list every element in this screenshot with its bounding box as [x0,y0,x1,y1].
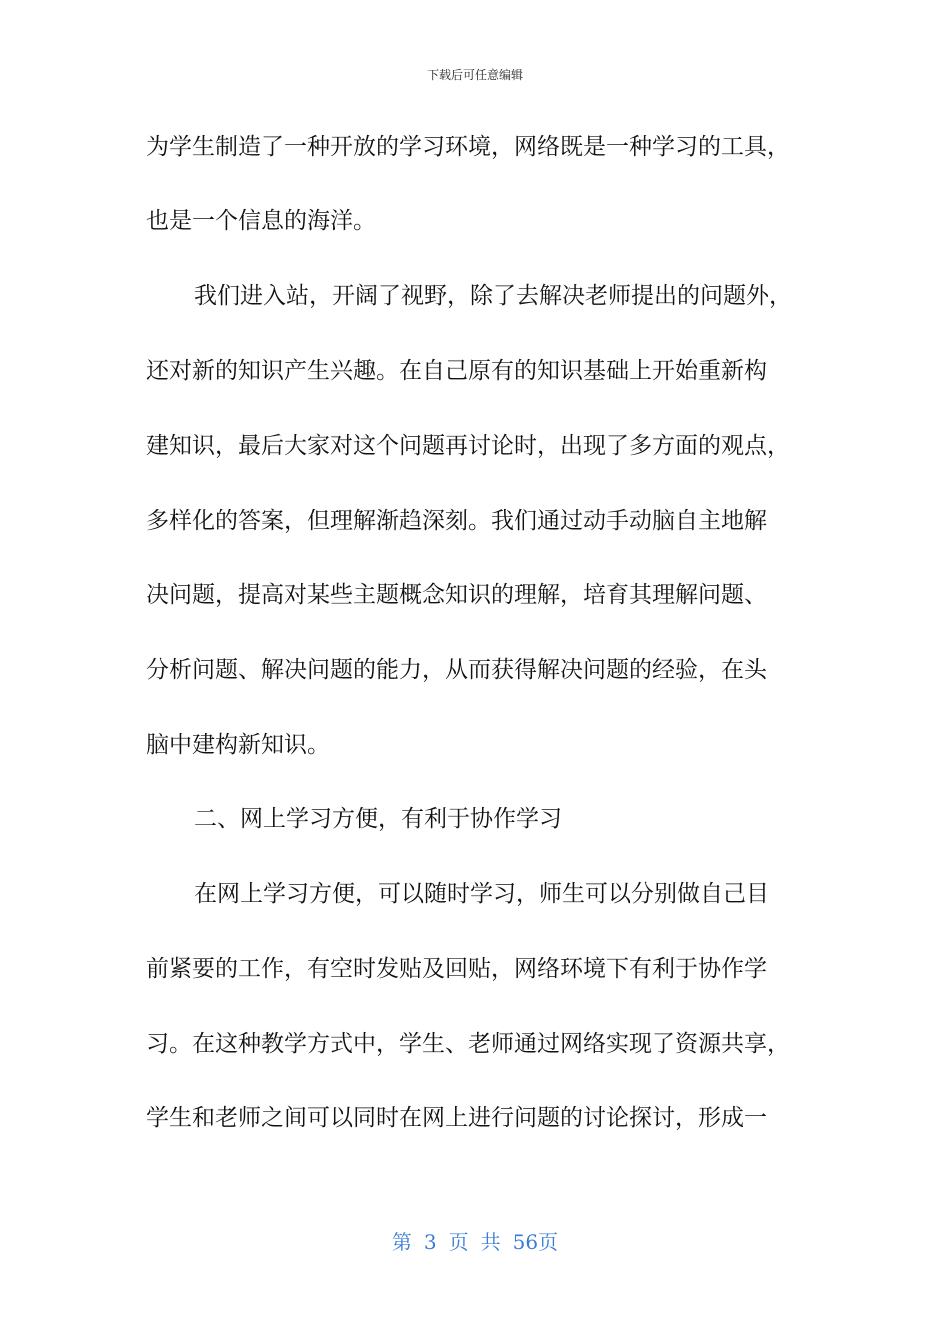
header-note: 下载后可任意编辑 [426,68,523,82]
text-line: 我们进入站，开阔了视野，除了去解决老师提出的问题外， [194,283,792,309]
text-line: 习。在这种教学方式中，学生、老师通过网络实现了资源共享， [146,1031,790,1057]
page-footer [0,1226,950,1255]
current-page-number: 3 [423,1230,437,1254]
footer-total-label: 共 [480,1230,501,1254]
footer-suffix: 页 [538,1230,559,1254]
text-line: 脑中建构新知识。 [146,732,330,758]
text-line: 也是一个信息的海洋。 [146,208,376,234]
text-line: 分析问题、解决问题的能力，从而获得解决问题的经验，在头 [146,657,767,683]
section-heading: 二、网上学习方便，有利于协作学习 [194,806,562,832]
footer-prefix: 第 [391,1230,412,1254]
text-line: 学生和老师之间可以同时在网上进行问题的讨论探讨，形成一 [146,1105,767,1131]
text-line: 在网上学习方便，可以随时学习，师生可以分别做自己目 [194,881,769,907]
text-line: 多样化的答案，但理解渐趋深刻。我们通过动手动脑自主地解 [146,508,767,534]
text-line: 决问题，提高对某些主题概念知识的理解，培育其理解问题、 [146,582,767,608]
total-page-number: 56 [512,1230,539,1254]
text-line: 还对新的知识产生兴趣。在自己原有的知识基础上开始重新构 [146,358,767,384]
text-line: 建知识，最后大家对这个问题再讨论时，出现了多方面的观点， [146,433,790,459]
text-line: 前紧要的工作，有空时发贴及回贴，网络环境下有利于协作学 [146,956,767,982]
text-line: 为学生制造了一种开放的学习环境，网络既是一种学习的工具， [146,134,790,160]
footer-page-label: 页 [448,1230,469,1254]
